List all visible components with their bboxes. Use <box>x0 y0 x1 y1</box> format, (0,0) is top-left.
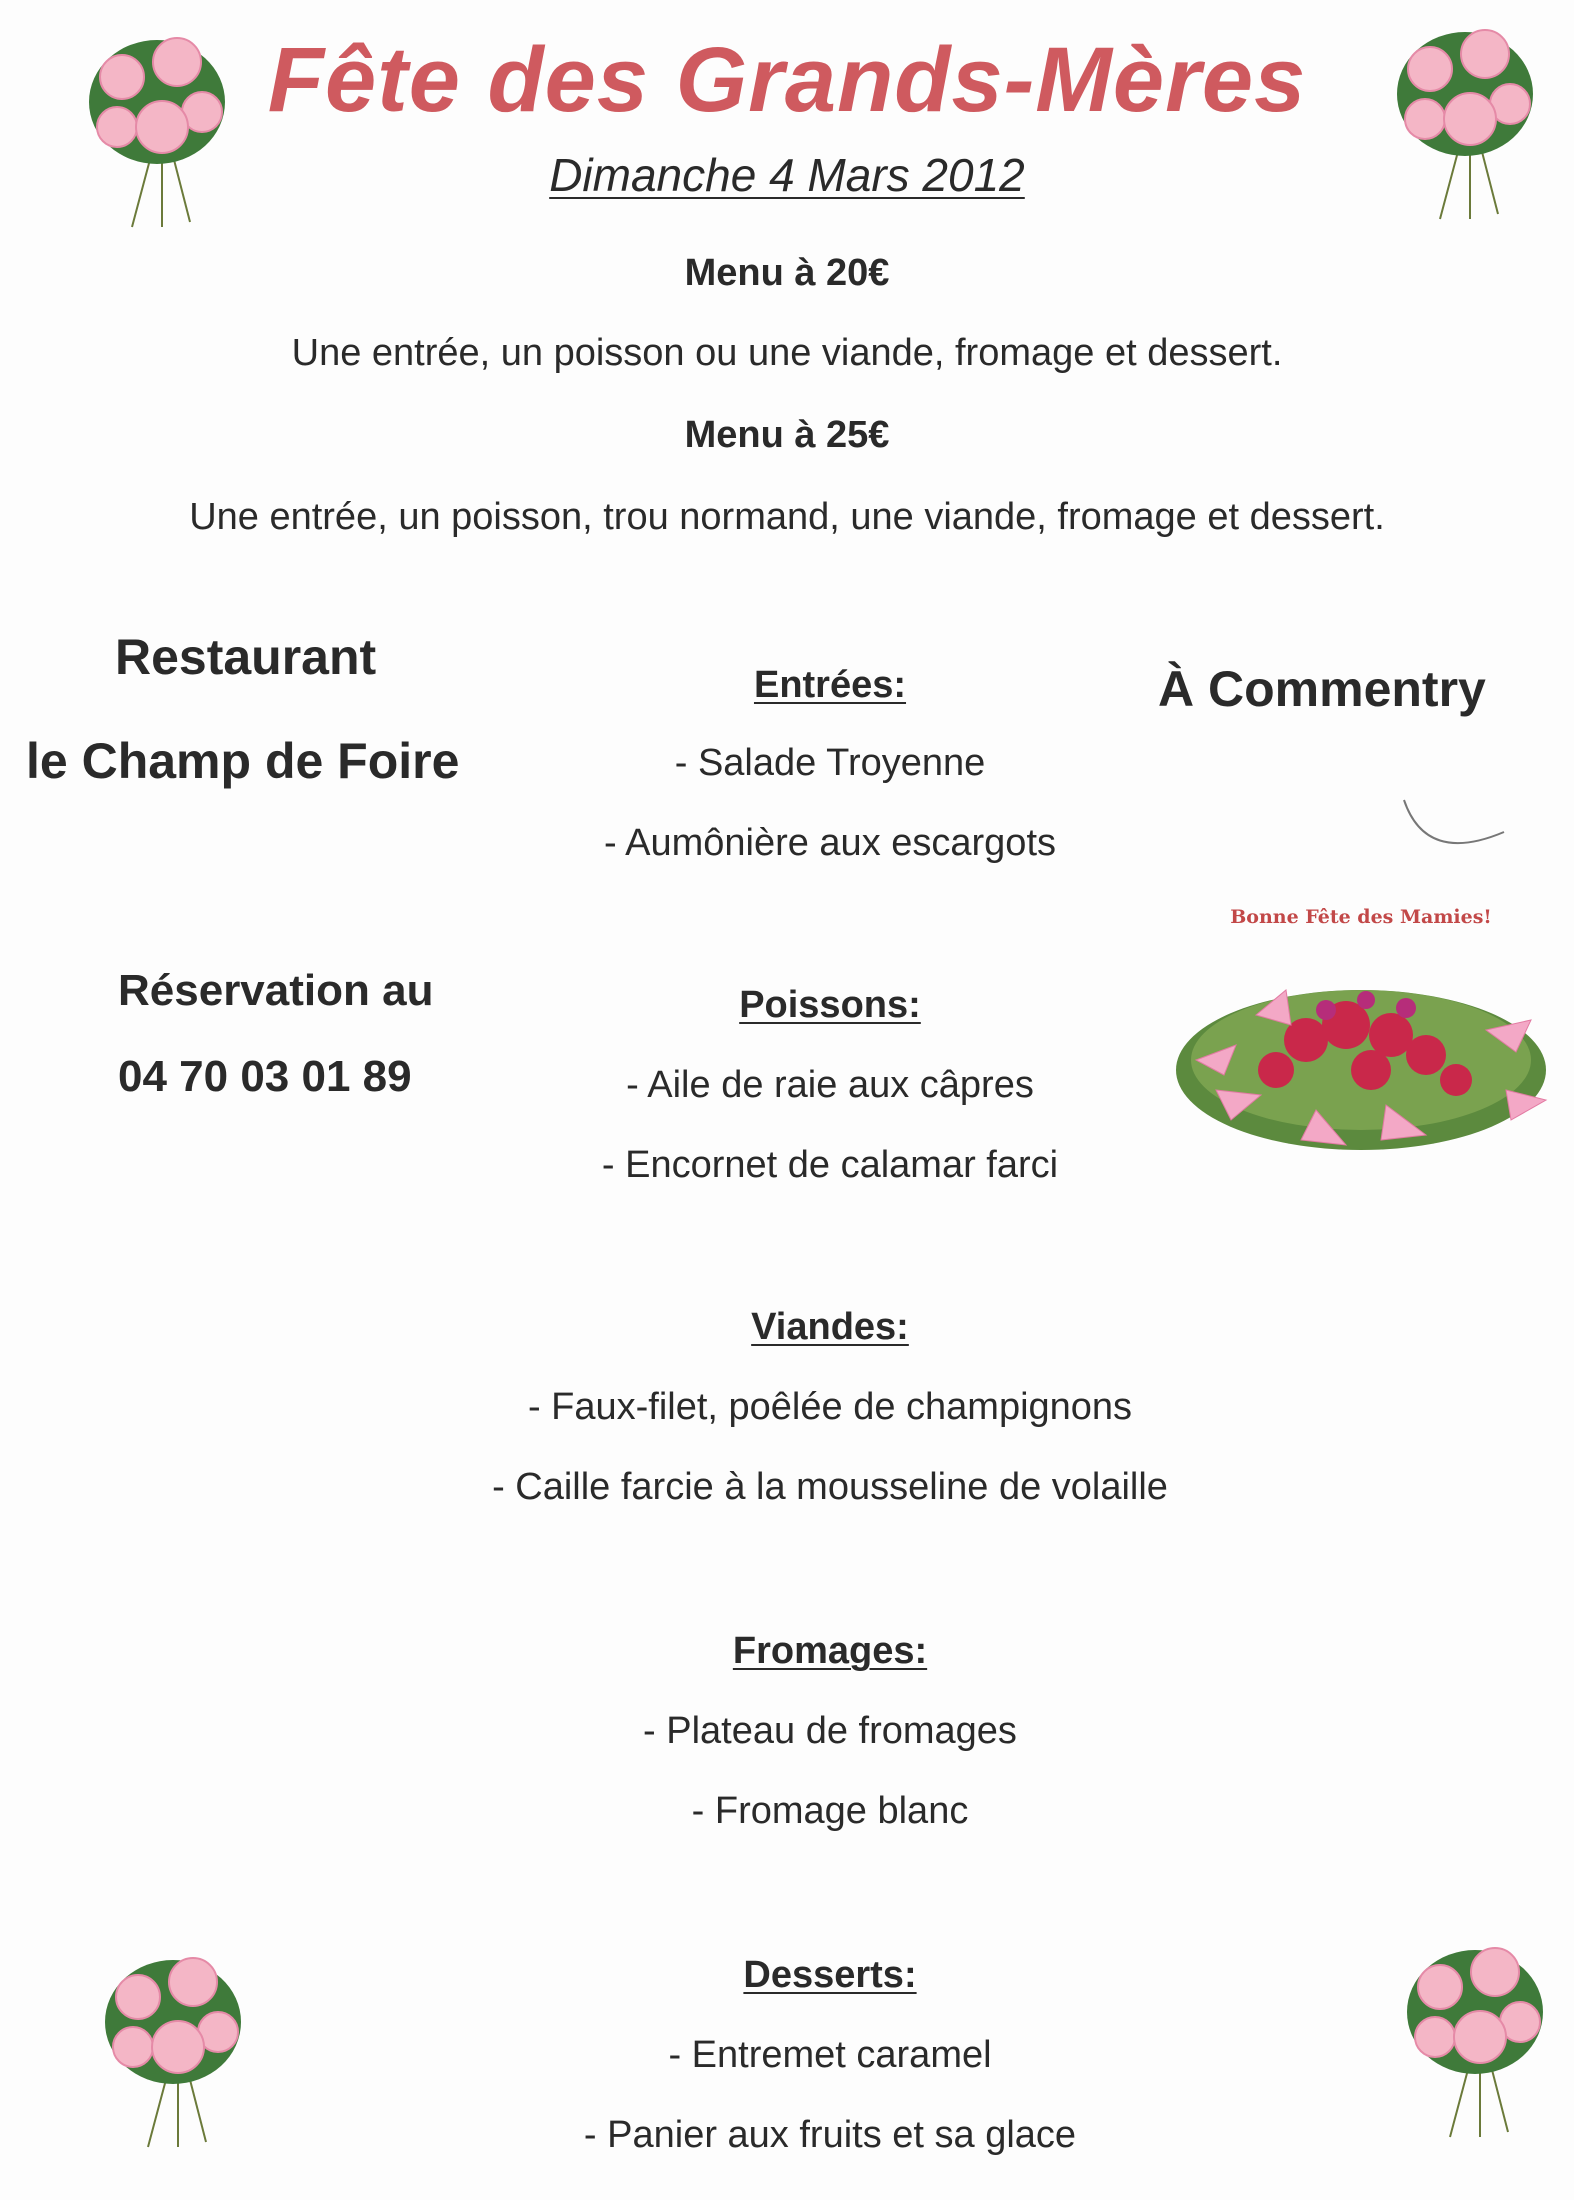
flower-card <box>1156 900 1566 1180</box>
menu-25-description: Une entrée, un poisson, trou normand, une viande, fromage et dessert. <box>189 496 1385 538</box>
phone-number: 04 70 03 01 89 <box>118 1052 412 1101</box>
restaurant-label: Restaurant <box>115 629 377 685</box>
poissons-heading: Poissons: <box>739 984 921 1026</box>
location-label: À Commentry <box>1158 661 1486 717</box>
restaurant-name: le Champ de Foire <box>26 733 460 789</box>
entrees-item: - Salade Troyenne <box>674 742 986 784</box>
poissons-item: - Encornet de calamar farci <box>601 1144 1059 1186</box>
rose-bouquet-icon <box>82 22 232 232</box>
flower-bouquet-icon <box>1156 900 1566 1180</box>
poissons-item: - Aile de raie aux câpres <box>626 1064 1034 1106</box>
viandes-item: - Faux-filet, poêlée de champignons <box>527 1386 1133 1428</box>
fromages-item: - Plateau de fromages <box>643 1710 1017 1752</box>
rose-bouquet-icon <box>1400 1932 1550 2142</box>
reservation-label: Réservation au <box>118 966 434 1015</box>
menu-20-price: Menu à 20€ <box>684 252 890 294</box>
viandes-item: - Caille farcie à la mousseline de volaille <box>492 1466 1168 1508</box>
fromages-item: - Fromage blanc <box>691 1790 969 1832</box>
menu-25-price: Menu à 25€ <box>684 414 890 456</box>
rose-bouquet-icon <box>98 1942 248 2152</box>
entrees-item: - Aumônière aux escargots <box>603 822 1056 864</box>
menu-20-description: Une entrée, un poisson ou une viande, fromage et dessert. <box>291 332 1283 374</box>
desserts-item: - Panier aux fruits et sa glace <box>583 2114 1077 2156</box>
desserts-item: - Entremet caramel <box>668 2034 992 2076</box>
card-caption: Bonne Fête des Mamies! <box>1230 906 1492 928</box>
fromages-heading: Fromages: <box>732 1630 928 1672</box>
entrees-heading: Entrées: <box>753 664 907 706</box>
event-date: Dimanche 4 Mars 2012 <box>549 149 1025 201</box>
rose-bouquet-icon <box>1390 14 1540 224</box>
decorative-arc <box>1396 790 1516 870</box>
page-title: Fête des Grands-Mères <box>267 29 1307 131</box>
viandes-heading: Viandes: <box>751 1306 909 1348</box>
desserts-heading: Desserts: <box>743 1954 917 1996</box>
